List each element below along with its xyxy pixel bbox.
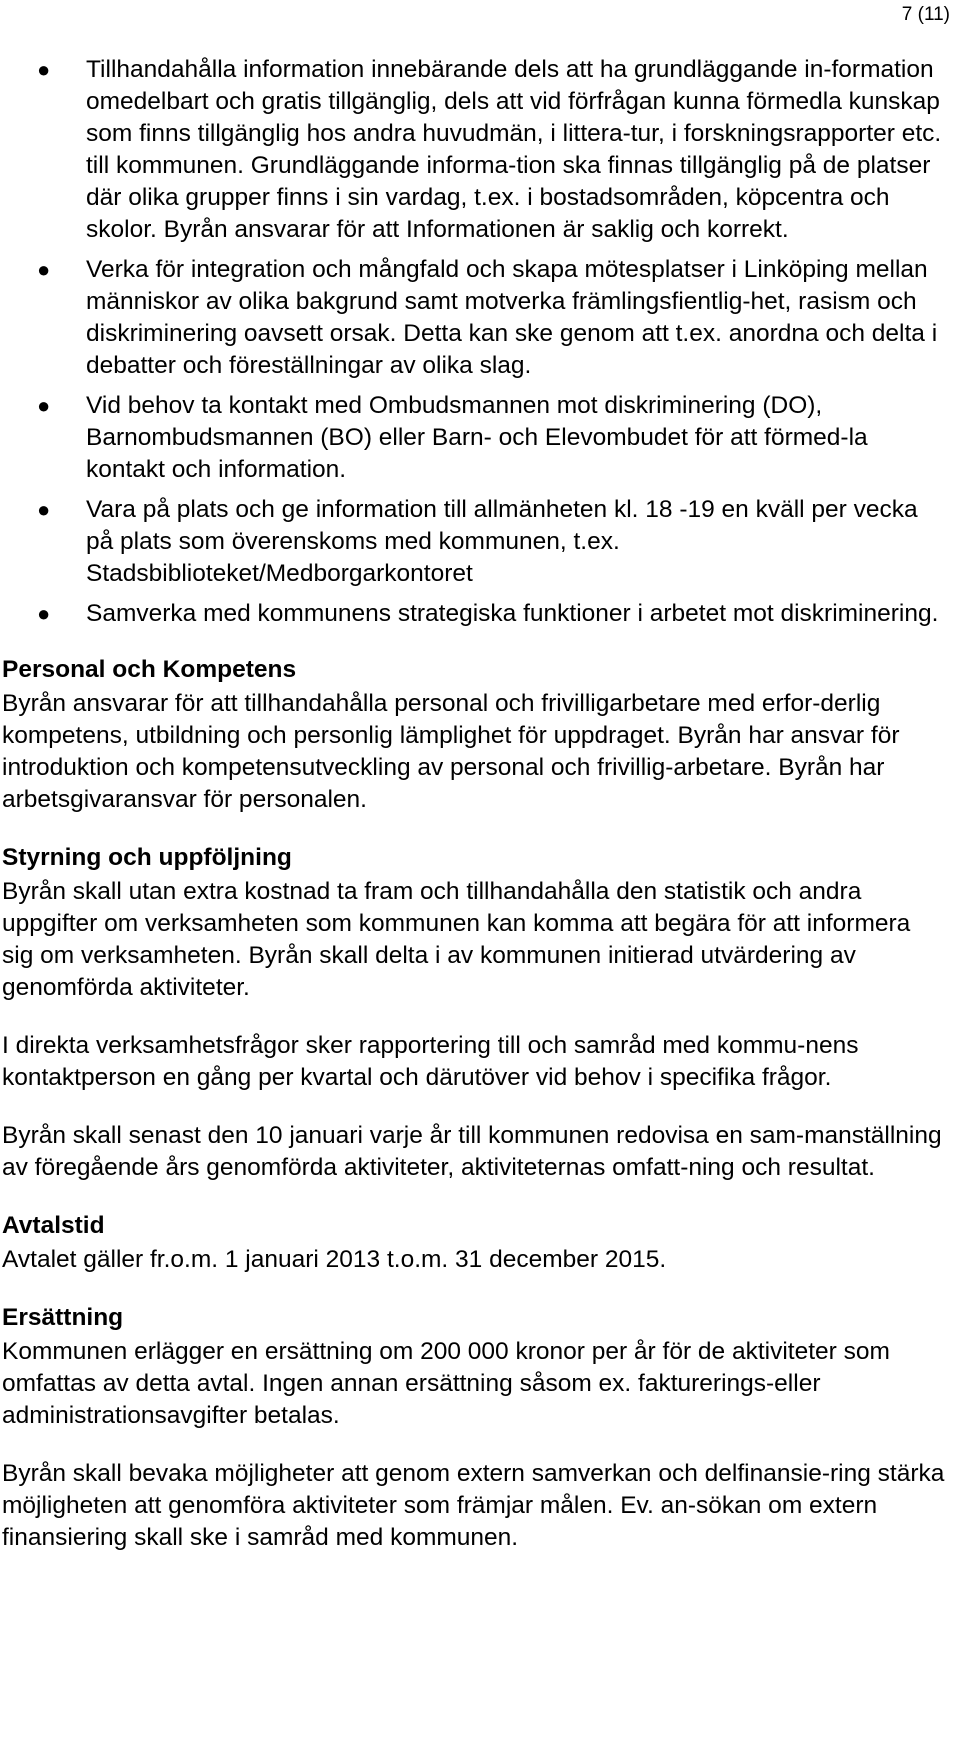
list-item	[2, 598, 948, 630]
section-heading: Styrning och uppföljning	[2, 844, 292, 871]
list-item-text: Tillhandahålla information innebärande dels att ha grundläggande in-formation omedelbart och gratis tillgänglig, dels att vid förfrågan kunna förmedla kunskap som finns tillgänglig hos andra huvudmän, i littera-tur, i forskningsrapporter etc. till kommunen. Grundläggande informa-tion ska finnas tillgänglig på de platser där olika grupper finns i sin vardag, t.ex. i bostadsområden, köpcentra och skolor. Byrån ansvarar för att Informationen är saklig och korrekt.	[86, 56, 942, 243]
bullet-icon: ●	[37, 257, 51, 282]
paragraph: Avtalet gäller fr.o.m. 1 januari 2013 t.o.m. 31 december 2015.	[2, 1246, 667, 1273]
bullet-icon: ●	[37, 57, 51, 82]
list-item-text: Vara på plats och ge information till allmänheten kl. 18 -19 en kväll per vecka på plats som överenskoms med kommunen, t.ex. Stadsbiblioteket/Medborgarkontoret	[86, 496, 918, 587]
paragraph: Byrån skall utan extra kostnad ta fram och tillhandahålla den statistik och andra uppgifter om verksamheten som kommunen kan komma att begära för att informera sig om verksamheten. Byrån skall delta i av kommunen initierad utvärdering av genomförda aktiviteter.	[2, 878, 911, 1001]
document-body	[2, 54, 948, 1580]
section-ersattning	[2, 1302, 948, 1554]
section-avtalstid	[2, 1210, 948, 1276]
list-item	[2, 390, 948, 486]
bullet-icon: ●	[37, 497, 51, 522]
section-heading: Ersättning	[2, 1304, 124, 1331]
paragraph: Byrån ansvarar för att tillhandahålla personal och frivilligarbetare med erfor-derlig kompetens, utbildning och personlig lämplighet för uppdraget. Byrån har ansvar för introduktion och kompetensutveckling av personal och frivillig-arbetare. Byrån har arbetsgivaransvar för personalen.	[2, 690, 900, 813]
list-item-text: Samverka med kommunens strategiska funktioner i arbetet mot diskriminering.	[86, 600, 939, 627]
bullet-list	[2, 54, 948, 630]
list-item	[2, 54, 948, 246]
list-item	[2, 254, 948, 382]
section-heading: Personal och Kompetens	[2, 656, 297, 683]
section-personal	[2, 654, 948, 816]
bullet-icon: ●	[37, 393, 51, 418]
list-item-text: Verka för integration och mångfald och skapa mötesplatser i Linköping mellan människor av olika bakgrund samt motverka främlingsfientlig-het, rasism och diskriminering oavsett orsak. Detta kan ske genom att t.ex. anordna och delta i debatter och föreställningar av olika slag.	[86, 256, 938, 379]
paragraph: Byrån skall bevaka möjligheter att genom extern samverkan och delfinansie-ring stärka möjligheten att genomföra aktiviteter som främjar målen. Ev. an-sökan om extern finansiering skall ske i samråd med kommunen.	[2, 1460, 945, 1551]
paragraph: Kommunen erlägger en ersättning om 200 000 kronor per år för de aktiviteter som omfattas av detta avtal. Ingen annan ersättning såsom ex. fakturerings-eller administrationsavgifter betalas.	[2, 1338, 890, 1429]
bullet-icon: ●	[37, 601, 51, 626]
paragraph: Byrån skall senast den 10 januari varje år till kommunen redovisa en sam-manställning av föregående års genomförda aktiviteter, aktiviteternas omfatt-ning och resultat.	[2, 1122, 942, 1181]
page-number: 7 (11)	[901, 4, 950, 25]
list-item-text: Vid behov ta kontakt med Ombudsmannen mot diskriminering (DO), Barnombudsmannen (BO) eller Barn- och Elevombudet för att förmed-la kontakt och information.	[86, 392, 868, 483]
section-heading: Avtalstid	[2, 1212, 105, 1239]
paragraph: I direkta verksamhetsfrågor sker rapportering till och samråd med kommu-nens kontaktperson en gång per kvartal och därutöver vid behov i specifika frågor.	[2, 1032, 859, 1091]
section-styrning	[2, 842, 948, 1184]
list-item	[2, 494, 948, 590]
